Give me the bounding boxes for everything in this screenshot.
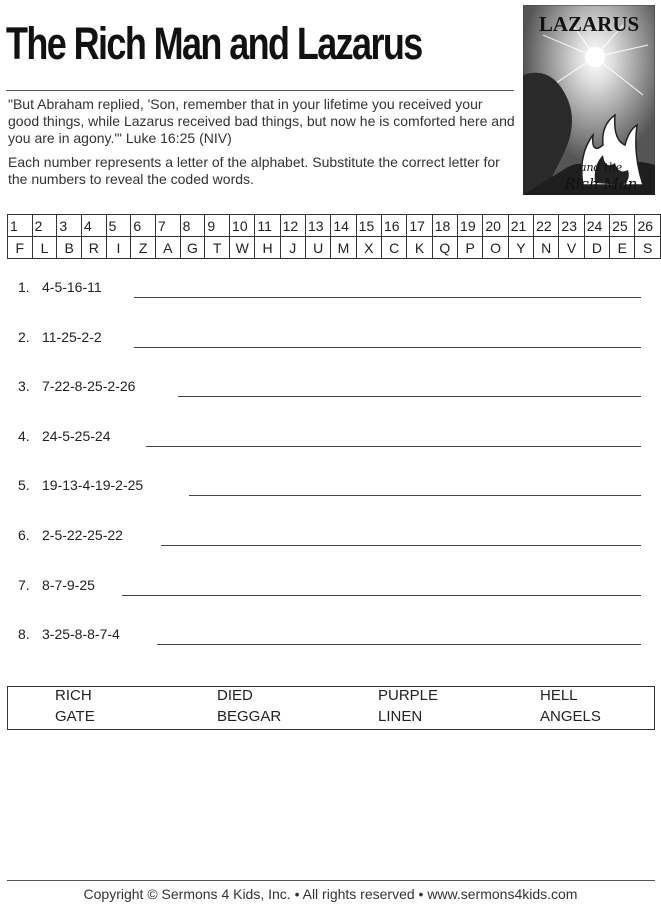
cipher-number-cell: 2 bbox=[32, 215, 57, 237]
question-number: 5. bbox=[18, 477, 30, 494]
cover-subtitle-1: and the bbox=[579, 161, 623, 174]
lazarus-cover-image bbox=[523, 5, 655, 195]
word-bank-item: GATE bbox=[55, 708, 95, 725]
cipher-number-cell: 13 bbox=[305, 215, 330, 237]
answer-line[interactable] bbox=[157, 644, 641, 645]
word-bank-item: BEGGAR bbox=[217, 708, 282, 725]
cipher-number-cell: 3 bbox=[57, 215, 82, 237]
cipher-key-table bbox=[7, 214, 661, 259]
cipher-letter-cell: Q bbox=[432, 237, 457, 259]
cipher-letter-cell: L bbox=[32, 237, 57, 259]
question-item bbox=[18, 626, 120, 642]
cipher-letter-cell: P bbox=[458, 237, 483, 259]
cipher-number-cell: 20 bbox=[483, 215, 508, 237]
cipher-letter-cell: Y bbox=[508, 237, 533, 259]
word-bank-item: LINEN bbox=[378, 708, 423, 725]
cipher-number-cell: 8 bbox=[180, 215, 205, 237]
question-item bbox=[18, 329, 102, 345]
cipher-letter-cell: A bbox=[155, 237, 180, 259]
cipher-number-cell: 16 bbox=[382, 215, 407, 237]
cipher-letter-cell: C bbox=[382, 237, 407, 259]
cover-title: LAZARUS bbox=[538, 12, 640, 36]
cipher-letter-cell: T bbox=[205, 237, 230, 259]
cipher-number-cell: 5 bbox=[106, 215, 131, 237]
question-item bbox=[18, 279, 102, 295]
cipher-letters-row bbox=[8, 237, 661, 259]
cipher-number-cell: 26 bbox=[635, 215, 661, 237]
cipher-number-cell: 17 bbox=[407, 215, 432, 237]
cipher-letter-cell: I bbox=[106, 237, 131, 259]
cipher-letter-cell: W bbox=[230, 237, 255, 259]
answer-line[interactable] bbox=[122, 595, 641, 596]
instructions: Each number represents a letter of the alphabet. Substitute the correct letter for the numbers to reveal the coded words. bbox=[8, 154, 500, 187]
cipher-number-cell: 18 bbox=[432, 215, 457, 237]
cipher-letter-cell: E bbox=[610, 237, 635, 259]
title-divider bbox=[6, 90, 514, 91]
cipher-number-cell: 1 bbox=[8, 215, 33, 237]
question-number: 6. bbox=[18, 527, 30, 543]
cipher-letter-cell: G bbox=[180, 237, 205, 259]
cipher-letter-cell: D bbox=[584, 237, 609, 259]
question-number: 8. bbox=[18, 626, 30, 643]
cipher-number-cell: 9 bbox=[205, 215, 230, 237]
cover-subtitle-2: Rich Man bbox=[564, 175, 638, 193]
cipher-letter-cell: Z bbox=[131, 237, 156, 259]
cipher-number-cell: 6 bbox=[131, 215, 156, 237]
question-code: 3-25-8-8-7-4 bbox=[42, 626, 120, 643]
cipher-number-cell: 12 bbox=[280, 215, 305, 237]
cipher-letter-cell: S bbox=[635, 237, 661, 259]
cipher-letter-cell: M bbox=[331, 237, 356, 259]
question-number: 4. bbox=[18, 427, 30, 444]
question-item bbox=[18, 428, 111, 444]
cipher-letter-cell: R bbox=[81, 237, 106, 259]
word-bank-item: DIED bbox=[217, 687, 253, 704]
page-title: The Rich Man and Lazarus bbox=[6, 18, 422, 69]
answer-line[interactable] bbox=[134, 297, 641, 298]
question-code: 19-13-4-19-2-25 bbox=[42, 477, 144, 494]
question-item bbox=[18, 577, 95, 593]
question-code: 7-22-8-25-2-26 bbox=[42, 378, 136, 395]
cipher-number-cell: 23 bbox=[559, 215, 584, 237]
cipher-number-cell: 4 bbox=[81, 215, 106, 237]
question-item bbox=[18, 378, 135, 394]
cipher-number-cell: 21 bbox=[508, 215, 533, 237]
footer-divider bbox=[7, 880, 655, 881]
question-code: 11-25-2-2 bbox=[42, 328, 102, 345]
cipher-letter-cell: F bbox=[8, 237, 33, 259]
cipher-number-cell: 11 bbox=[255, 215, 280, 237]
question-number: 3. bbox=[18, 378, 30, 395]
cipher-number-cell: 14 bbox=[331, 215, 356, 237]
cipher-numbers-row bbox=[8, 215, 661, 237]
cipher-number-cell: 7 bbox=[155, 215, 180, 237]
cipher-letter-cell: H bbox=[255, 237, 280, 259]
question-number: 7. bbox=[18, 576, 30, 593]
answer-line[interactable] bbox=[189, 495, 641, 496]
cipher-letter-cell: V bbox=[559, 237, 584, 259]
word-bank-item: RICH bbox=[55, 687, 92, 704]
answer-line[interactable] bbox=[146, 446, 641, 447]
cipher-number-cell: 24 bbox=[584, 215, 609, 237]
cipher-letter-cell: K bbox=[407, 237, 432, 259]
cipher-letter-cell: N bbox=[534, 237, 559, 259]
word-bank-item: PURPLE bbox=[378, 687, 439, 704]
question-code: 4-5-16-11 bbox=[42, 279, 102, 295]
answer-line[interactable] bbox=[178, 396, 641, 397]
cipher-letter-cell: B bbox=[57, 237, 82, 259]
answer-line[interactable] bbox=[161, 545, 641, 546]
question-number: 1. bbox=[18, 279, 30, 295]
cipher-letter-cell: J bbox=[280, 237, 305, 259]
question-code: 8-7-9-25 bbox=[42, 576, 95, 593]
answer-line[interactable] bbox=[134, 347, 641, 348]
scripture-quote: "But Abraham replied, 'Son, remember that in your lifetime you received your good things, while Lazarus received bad things, but now he is comforted here and you are in agony.'" Luke 16:25 (NIV) bbox=[8, 96, 515, 146]
cipher-letter-cell: X bbox=[356, 237, 381, 259]
question-code: 2-5-22-25-22 bbox=[42, 527, 123, 543]
cipher-number-cell: 15 bbox=[356, 215, 381, 237]
question-number: 2. bbox=[18, 328, 30, 345]
cipher-number-cell: 19 bbox=[458, 215, 483, 237]
cipher-number-cell: 10 bbox=[230, 215, 255, 237]
cipher-number-cell: 22 bbox=[534, 215, 559, 237]
question-item bbox=[18, 527, 123, 543]
copyright-footer: Copyright © Sermons 4 Kids, Inc. • All rights reserved • www.sermons4kids.com bbox=[83, 886, 578, 902]
word-bank-item: HELL bbox=[540, 687, 578, 704]
word-bank-item: ANGELS bbox=[540, 708, 601, 725]
word-bank bbox=[7, 686, 655, 730]
cipher-number-cell: 25 bbox=[610, 215, 635, 237]
cipher-letter-cell: O bbox=[483, 237, 508, 259]
question-item bbox=[18, 477, 143, 493]
cipher-letter-cell: U bbox=[305, 237, 330, 259]
question-code: 24-5-25-24 bbox=[42, 427, 111, 444]
